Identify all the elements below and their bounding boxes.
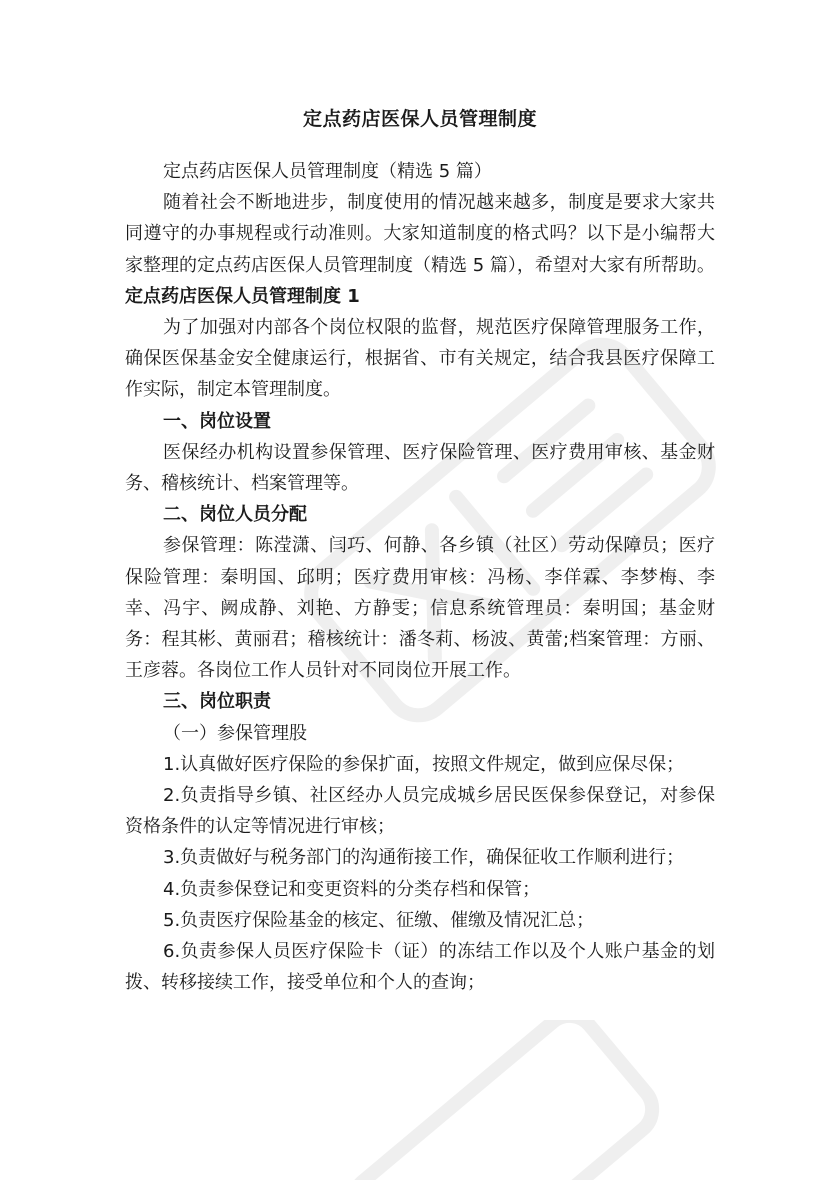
document-body: [125, 156, 715, 998]
subsection-heading: 二、岗位人员分配: [163, 504, 307, 526]
paragraph: 定点药店医保人员管理制度（精选 5 篇）: [163, 161, 492, 182]
paragraph: 医保经办机构设置参保管理、医疗保险管理、医疗费用审核、基金财务、稽核统计、档案管理等。: [125, 441, 715, 495]
document-title: 定点药店医保人员管理制度: [302, 108, 537, 130]
paragraph: 1.认真做好医疗保险的参保扩面，按照文件规定，做到应保尽保；: [163, 753, 685, 775]
paragraph: 2.负责指导乡镇、社区经办人员完成城乡居民医保参保登记，对参保资格条件的认定等情况进行审核；: [125, 785, 715, 838]
subsection-heading: 三、岗位职责: [163, 691, 271, 713]
subsection-heading: 一、岗位设置: [163, 410, 271, 432]
paragraph: 5.负责医疗保险基金的核定、征缴、催缴及情况汇总；: [163, 909, 595, 931]
section-heading: 定点药店医保人员管理制度 1: [125, 285, 360, 307]
paragraph: 4.负责参保登记和变更资料的分类存档和保管；: [163, 878, 541, 900]
watermark-fragment: [280, 1020, 700, 1180]
paragraph: （一）参保管理股: [163, 722, 307, 744]
paragraph: 参保管理：陈滢潇、闫巧、何静、各乡镇（社区）劳动保障员；医疗保险管理：秦明国、邱明；医疗费用审核：冯杨、李佯霖、李梦梅、李幸、冯宇、阙成静、刘艳、方静雯；信息系统管理员：秦明国；基金财务：程其彬、黄丽君；稽核统计：潘冬莉、杨波、黄蕾;档案管理：方丽、王彦蓉。各岗位工作人员针对不同岗位开展工作。: [125, 535, 715, 682]
paragraph: 3.负责做好与税务部门的沟通衔接工作，确保征收工作顺利进行；: [163, 847, 685, 869]
paragraph: 6.负责参保人员医疗保险卡（证）的冻结工作以及个人账户基金的划拨、转移接续工作，接受单位和个人的查询；: [125, 941, 715, 994]
paragraph: 为了加强对内部各个岗位权限的监督，规范医疗保障管理服务工作，确保医保基金安全健康运行，根据省、市有关规定，结合我县医疗保障工作实际，制定本管理制度。: [125, 317, 715, 401]
paragraph: 随着社会不断地进步，制度使用的情况越来越多，制度是要求大家共同遵守的办事规程或行动准则。大家知道制度的格式吗？以下是小编帮大家整理的定点药店医保人员管理制度（精选 5 篇），希望对大家有所帮助。: [125, 192, 715, 276]
